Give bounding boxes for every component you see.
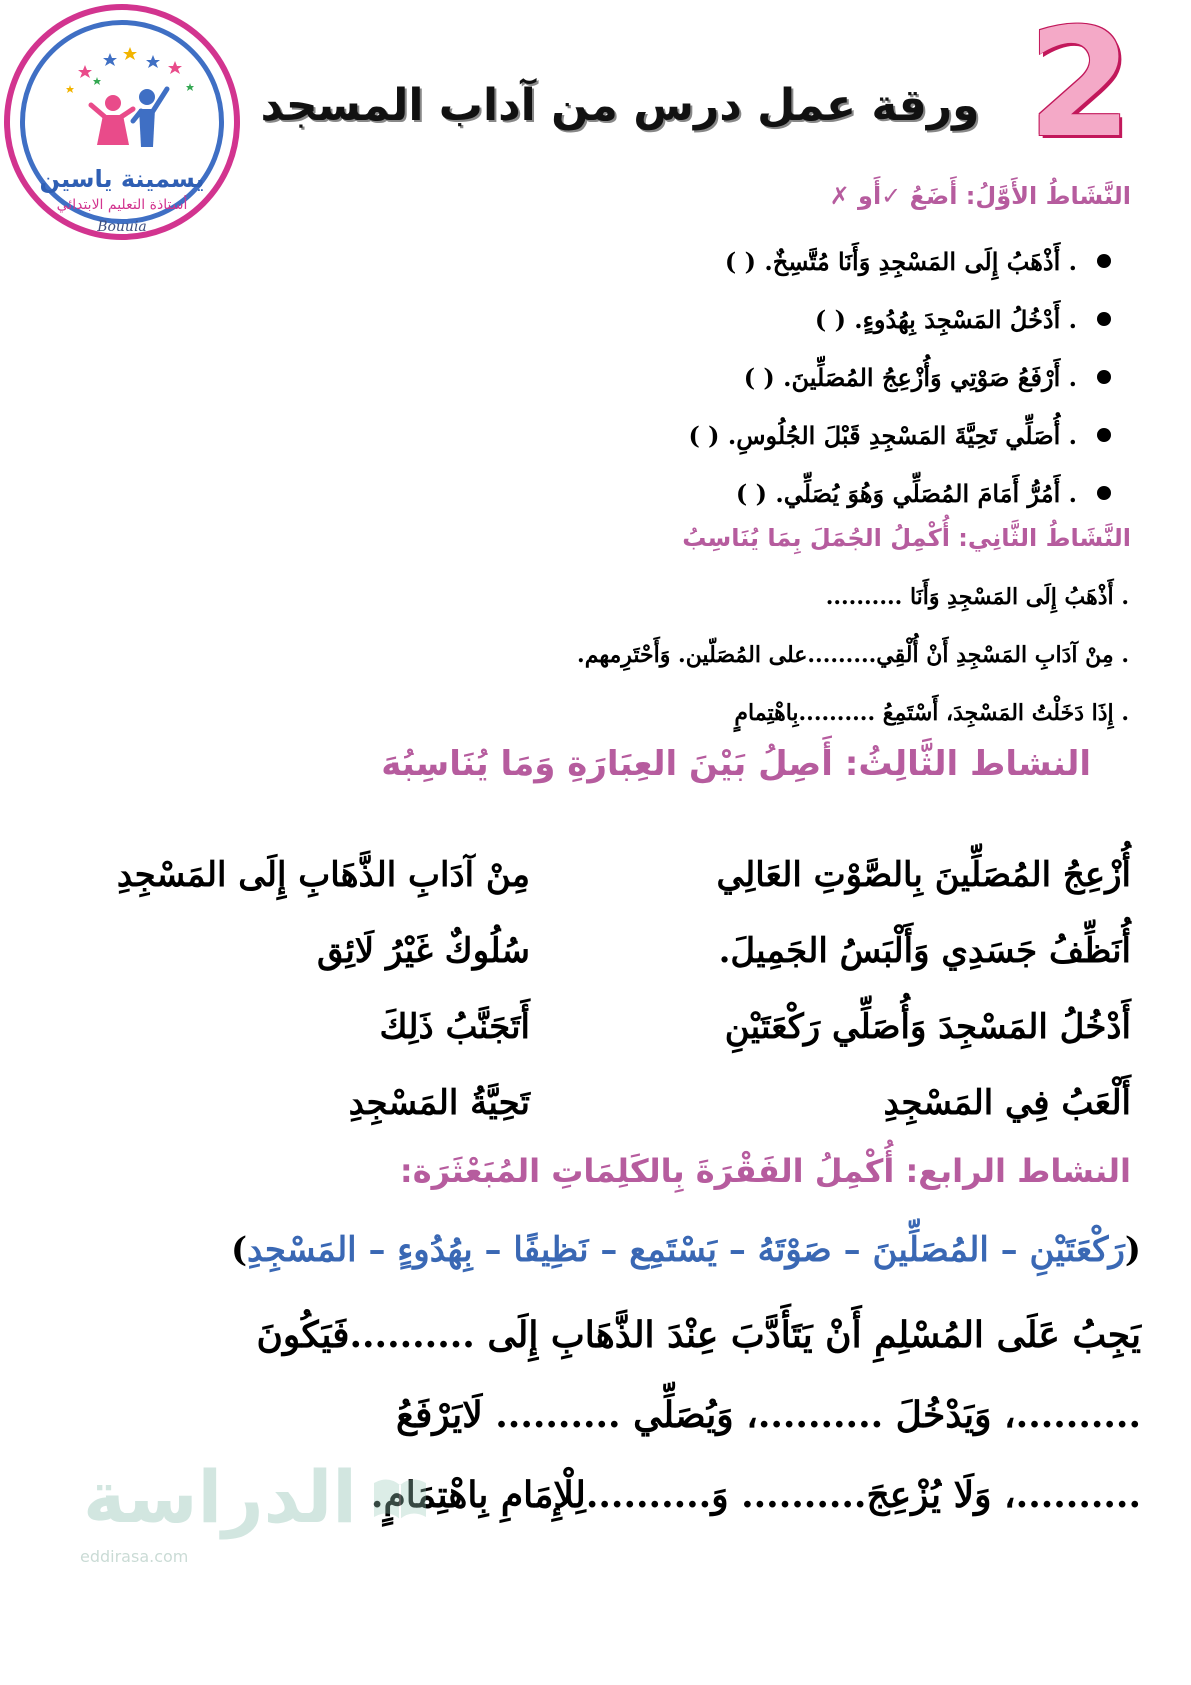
activity1-item: . أُصَلِّي تَحِيَّةَ المَسْجِدِ قَبْلَ الجُلُوسِ. ( ) bbox=[688, 420, 1077, 450]
logo-name: يسمينة ياسين bbox=[39, 165, 205, 193]
paragraph-line: ..........، وَلَا يُزْعِجَ.......... وَ..........لِلْإِمَامِ بِاهْتِمَامٍ. bbox=[370, 1474, 1141, 1516]
activity3-left-item: أَتَجَنَّبُ ذَلِكَ bbox=[379, 1007, 530, 1047]
teacher-logo bbox=[4, 4, 240, 240]
stars-and-children-icon bbox=[25, 25, 231, 165]
list-item bbox=[491, 406, 1111, 464]
watermark-text: الدراسة bbox=[83, 1455, 357, 1539]
activity3-heading: النشاط الثَّالِثُ: أَصِلُ بَيْنَ العِبَارَةِ وَمَا يُنَاسِبُهَ bbox=[381, 744, 1091, 784]
activity3-right-item: أَدْخُلُ المَسْجِدَ وَأُصَلِّي رَكْعَتَيْنِ bbox=[724, 1007, 1131, 1047]
open-book-icon bbox=[370, 1473, 430, 1523]
activity3-right-item: أَلْعَبُ فِي المَسْجِدِ bbox=[883, 1083, 1131, 1123]
activity3-right-column bbox=[611, 845, 1131, 1149]
paragraph-line: ..........، وَيَدْخُلَ ..........، وَيُصَلِّي .......... لَايَرْفَعُ bbox=[395, 1394, 1141, 1436]
list-item bbox=[491, 348, 1111, 406]
activity1-item: . أَدْخُلُ المَسْجِدَ بِهُدُوءٍ. ( ) bbox=[814, 304, 1077, 334]
activity1-list bbox=[491, 232, 1111, 522]
word-bank-open-paren: ( bbox=[1124, 1230, 1141, 1270]
page-title: ورقة عمل درس من آداب المسجد bbox=[260, 80, 980, 131]
logo-signature: Bouuia bbox=[97, 219, 147, 235]
worksheet-number: 2 bbox=[1027, 0, 1133, 171]
activity3-left-item: سُلُوكٌ غَيْرُ لَائِق bbox=[316, 931, 530, 971]
bullet-icon bbox=[1097, 312, 1111, 326]
activity3-left-item: مِنْ آدَابِ الذَّهَابِ إِلَى المَسْجِدِ bbox=[116, 855, 530, 895]
bullet-icon bbox=[1097, 486, 1111, 500]
activity1-item: . أَرْفَعُ صَوْتِي وَأُزْعِجُ المُصَلِّينَ. ( ) bbox=[743, 362, 1077, 392]
activity3-right-item: أُزْعِجُ المُصَلِّينَ بِالصَّوْتِ العَالِي bbox=[716, 855, 1131, 895]
activity1-heading: النَّشَاطُ الأَوَّلُ: أَضَعُ ✓أَو ✗ bbox=[829, 182, 1131, 210]
activity1-item: . أَذْهَبُ إِلَى المَسْجِدِ وَأَنَا مُتَّسِخٌ. ( ) bbox=[724, 246, 1077, 276]
activity2-line: . أَذْهَبُ إِلَى المَسْجِدِ وَأَنَا .......... bbox=[825, 584, 1129, 610]
activity2-heading: النَّشَاطُ الثَّانِي: أُكْمِلُ الجُمَلَ بِمَا يُنَاسِبُ bbox=[682, 524, 1131, 552]
activity3-left-item: تَحِيَّةُ المَسْجِدِ bbox=[348, 1083, 530, 1123]
activity3-right-item: أُنَظِّفُ جَسَدِي وَأَلْبَسُ الجَمِيلَ. bbox=[718, 931, 1131, 971]
activity1-item: . أَمُرُّ أَمَامَ المُصَلِّي وَهُوَ يُصَلِّي. ( ) bbox=[735, 478, 1077, 508]
activity3-left-column bbox=[60, 845, 530, 1149]
activity4-word-bank bbox=[41, 1230, 1141, 1270]
word-bank-words: رَكْعَتَيْنِ – المُصَلِّينَ – صَوْتَهُ – يَسْتَمِع – نَظِيفًا – بِهُدُوءٍ – المَسْجِدِ bbox=[247, 1230, 1125, 1270]
watermark-url: eddirasa.com bbox=[80, 1547, 189, 1566]
activity4-heading: النشاط الرابع: أُكْمِلُ الفَقْرَةَ بِالكَلِمَاتِ المُبَعْثَرَة: bbox=[399, 1152, 1131, 1190]
bullet-icon bbox=[1097, 254, 1111, 268]
list-item bbox=[491, 232, 1111, 290]
activity2-line: . إِذَا دَخَلْتُ المَسْجِدَ، أَسْتَمِعُ ..........بِاهْتِمامٍ bbox=[734, 700, 1129, 726]
logo-subtitle: أستاذة التعليم الابتدائي bbox=[56, 197, 188, 213]
list-item bbox=[491, 464, 1111, 522]
bullet-icon bbox=[1097, 428, 1111, 442]
word-bank-close-paren: ) bbox=[230, 1230, 248, 1270]
paragraph-line: يَجِبُ عَلَى المُسْلِمِ أَنْ يَتَأَدَّبَ عِنْدَ الذَّهَابِ إِلَى ..........فَيَكُونَ bbox=[256, 1314, 1141, 1356]
activity2-line: . مِنْ آدَابِ المَسْجِدِ أَنْ أُلْقِي.........على المُصَلّين. وَأَحْتَرِمهم. bbox=[577, 642, 1129, 668]
bullet-icon bbox=[1097, 370, 1111, 384]
list-item bbox=[491, 290, 1111, 348]
site-watermark bbox=[70, 1455, 430, 1575]
logo-inner-ring bbox=[20, 20, 224, 235]
